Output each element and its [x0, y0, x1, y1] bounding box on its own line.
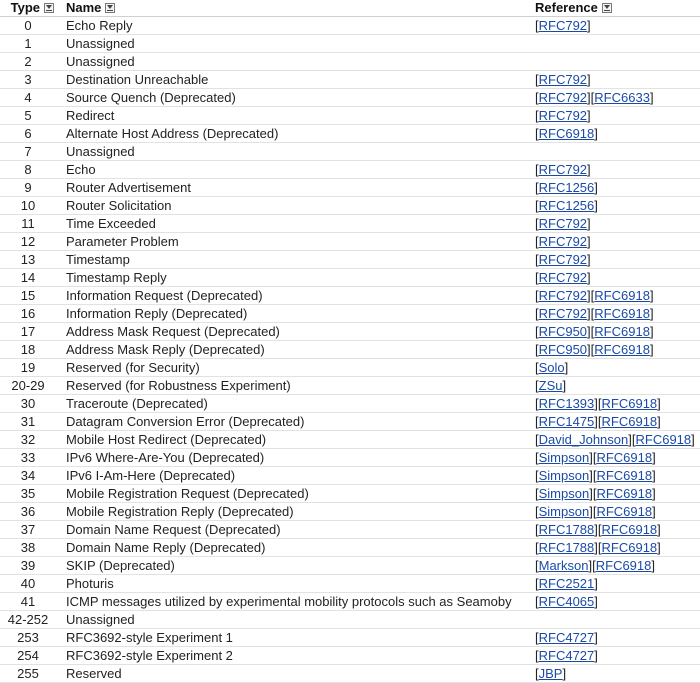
reference-cell: [RFC950][RFC6918]: [532, 323, 700, 341]
type-cell: 33: [0, 449, 62, 467]
name-cell: SKIP (Deprecated): [62, 557, 532, 575]
table-row: [0, 35, 700, 53]
reference-cell: [RFC792]: [532, 215, 700, 233]
table-row: [0, 107, 700, 125]
name-cell: Mobile Host Redirect (Deprecated): [62, 431, 532, 449]
reference-cell: [Simpson][RFC6918]: [532, 485, 700, 503]
reference-link[interactable]: Markson: [538, 558, 589, 573]
type-cell: 19: [0, 359, 62, 377]
reference-link[interactable]: RFC6918: [594, 342, 650, 357]
name-cell: RFC3692-style Experiment 1: [62, 629, 532, 647]
reference-link[interactable]: RFC792: [538, 288, 588, 303]
reference-cell: [532, 143, 700, 161]
name-cell: Reserved (for Security): [62, 359, 532, 377]
type-cell: 37: [0, 521, 62, 539]
reference-cell: [Simpson][RFC6918]: [532, 449, 700, 467]
reference-cell: [RFC4727]: [532, 629, 700, 647]
type-cell: 9: [0, 179, 62, 197]
reference-link[interactable]: RFC792: [538, 270, 588, 285]
type-cell: 15: [0, 287, 62, 305]
name-cell: Reserved: [62, 665, 532, 683]
name-cell: Address Mask Request (Deprecated): [62, 323, 532, 341]
table-row: [0, 467, 700, 485]
header-row: [0, 0, 700, 17]
type-cell: 1: [0, 35, 62, 53]
name-cell: Domain Name Request (Deprecated): [62, 521, 532, 539]
type-cell: 7: [0, 143, 62, 161]
name-cell: Traceroute (Deprecated): [62, 395, 532, 413]
reference-link[interactable]: RFC6918: [601, 396, 658, 411]
name-cell: Information Request (Deprecated): [62, 287, 532, 305]
reference-link[interactable]: RFC792: [538, 90, 588, 105]
name-cell: IPv6 I-Am-Here (Deprecated): [62, 467, 532, 485]
table-row: [0, 89, 700, 107]
reference-link[interactable]: RFC792: [538, 72, 588, 87]
reference-link[interactable]: Simpson: [538, 486, 590, 501]
reference-link[interactable]: RFC6918: [595, 558, 652, 573]
table-row: [0, 251, 700, 269]
reference-cell: [RFC792]: [532, 71, 700, 89]
name-cell: Timestamp: [62, 251, 532, 269]
table-row: [0, 485, 700, 503]
reference-link[interactable]: Simpson: [538, 504, 590, 519]
table-row: [0, 431, 700, 449]
reference-link[interactable]: RFC6633: [594, 90, 650, 105]
type-cell: 36: [0, 503, 62, 521]
reference-link[interactable]: RFC1393: [538, 396, 595, 411]
reference-cell: [Markson][RFC6918]: [532, 557, 700, 575]
reference-link[interactable]: RFC6918: [596, 504, 653, 519]
table-row: [0, 305, 700, 323]
name-cell: Destination Unreachable: [62, 71, 532, 89]
reference-link[interactable]: RFC6918: [596, 468, 653, 483]
reference-cell: [RFC792]: [532, 161, 700, 179]
reference-link[interactable]: RFC6918: [601, 540, 658, 555]
table-row: [0, 503, 700, 521]
type-cell: 42-252: [0, 611, 62, 629]
name-cell: Unassigned: [62, 143, 532, 161]
reference-link[interactable]: RFC792: [538, 162, 588, 177]
type-cell: 253: [0, 629, 62, 647]
type-cell: 17: [0, 323, 62, 341]
sort-filter-icon[interactable]: [602, 3, 612, 13]
reference-cell: [RFC1393][RFC6918]: [532, 395, 700, 413]
type-cell: 3: [0, 71, 62, 89]
reference-cell: [JBP]: [532, 665, 700, 683]
type-cell: 32: [0, 431, 62, 449]
table-row: [0, 71, 700, 89]
reference-link[interactable]: RFC792: [538, 306, 588, 321]
reference-link[interactable]: RFC1475: [538, 414, 595, 429]
name-cell: Unassigned: [62, 35, 532, 53]
reference-link[interactable]: RFC1256: [538, 180, 595, 195]
reference-link[interactable]: RFC1256: [538, 198, 595, 213]
table-row: [0, 17, 700, 35]
name-cell: Mobile Registration Request (Deprecated): [62, 485, 532, 503]
reference-link[interactable]: RFC792: [538, 216, 588, 231]
name-cell: Unassigned: [62, 611, 532, 629]
type-cell: 11: [0, 215, 62, 233]
name-cell: ICMP messages utilized by experimental mobility protocols such as Seamoby: [62, 593, 532, 611]
reference-cell: [RFC1788][RFC6918]: [532, 521, 700, 539]
reference-link[interactable]: RFC950: [538, 342, 588, 357]
type-column-header[interactable]: [0, 0, 62, 17]
reference-link[interactable]: David_Johnson: [538, 432, 629, 447]
table-row: [0, 377, 700, 395]
table-row: [0, 269, 700, 287]
table-row: [0, 647, 700, 665]
name-cell: Router Advertisement: [62, 179, 532, 197]
table-row: [0, 53, 700, 71]
reference-link[interactable]: Solo: [538, 360, 565, 375]
table-row: [0, 593, 700, 611]
reference-cell: [RFC792]: [532, 251, 700, 269]
type-cell: 30: [0, 395, 62, 413]
reference-link[interactable]: Simpson: [538, 450, 590, 465]
type-cell: 16: [0, 305, 62, 323]
reference-cell: [RFC792]: [532, 107, 700, 125]
type-cell: 8: [0, 161, 62, 179]
reference-link[interactable]: RFC1788: [538, 540, 595, 555]
reference-cell: [RFC792][RFC6918]: [532, 305, 700, 323]
reference-link[interactable]: RFC6918: [596, 450, 653, 465]
type-cell: 0: [0, 17, 62, 35]
type-cell: 4: [0, 89, 62, 107]
reference-link[interactable]: RFC6918: [538, 126, 595, 141]
reference-link[interactable]: RFC6918: [594, 306, 650, 321]
type-cell: 10: [0, 197, 62, 215]
reference-link[interactable]: ZSu: [538, 378, 563, 393]
reference-link[interactable]: RFC6918: [594, 288, 650, 303]
type-cell: 35: [0, 485, 62, 503]
table-body: [0, 17, 700, 683]
reference-cell: [RFC1475][RFC6918]: [532, 413, 700, 431]
reference-link[interactable]: RFC2521: [538, 576, 595, 591]
name-cell: Address Mask Reply (Deprecated): [62, 341, 532, 359]
table-row: [0, 521, 700, 539]
type-cell: 31: [0, 413, 62, 431]
type-cell: 38: [0, 539, 62, 557]
table-row: [0, 575, 700, 593]
type-header-label: Type: [10, 0, 40, 15]
reference-link[interactable]: RFC6918: [601, 414, 658, 429]
reference-cell: [RFC4065]: [532, 593, 700, 611]
sort-filter-icon[interactable]: [44, 3, 54, 13]
name-column-header[interactable]: [62, 0, 532, 17]
reference-cell: [RFC4727]: [532, 647, 700, 665]
reference-cell: [RFC1788][RFC6918]: [532, 539, 700, 557]
reference-cell: [ZSu]: [532, 377, 700, 395]
reference-cell: [532, 35, 700, 53]
reference-link[interactable]: RFC6918: [596, 486, 653, 501]
reference-cell: [David_Johnson][RFC6918]: [532, 431, 700, 449]
reference-cell: [RFC1256]: [532, 197, 700, 215]
reference-link[interactable]: Simpson: [538, 468, 590, 483]
reference-header-label: Reference: [535, 0, 598, 15]
name-cell: Router Solicitation: [62, 197, 532, 215]
reference-cell: [RFC950][RFC6918]: [532, 341, 700, 359]
table-row: [0, 629, 700, 647]
reference-cell: [Simpson][RFC6918]: [532, 467, 700, 485]
reference-link[interactable]: RFC6918: [594, 324, 650, 339]
type-cell: 41: [0, 593, 62, 611]
table-row: [0, 611, 700, 629]
table-row: [0, 539, 700, 557]
reference-column-header[interactable]: [532, 0, 700, 17]
reference-cell: [RFC792]: [532, 17, 700, 35]
name-cell: Echo Reply: [62, 17, 532, 35]
table-row: [0, 143, 700, 161]
name-cell: IPv6 Where-Are-You (Deprecated): [62, 449, 532, 467]
type-cell: 5: [0, 107, 62, 125]
reference-cell: [RFC792]: [532, 233, 700, 251]
name-cell: Redirect: [62, 107, 532, 125]
name-cell: Reserved (for Robustness Experiment): [62, 377, 532, 395]
name-header-label: Name: [66, 0, 102, 15]
table-row: [0, 359, 700, 377]
name-cell: Timestamp Reply: [62, 269, 532, 287]
reference-link[interactable]: RFC4727: [538, 630, 595, 645]
name-cell: Photuris: [62, 575, 532, 593]
table-row: [0, 161, 700, 179]
type-cell: 39: [0, 557, 62, 575]
reference-link[interactable]: RFC792: [538, 234, 588, 249]
reference-link[interactable]: RFC792: [538, 108, 588, 123]
table-row: [0, 665, 700, 683]
name-cell: Domain Name Reply (Deprecated): [62, 539, 532, 557]
table-row: [0, 125, 700, 143]
reference-cell: [Solo]: [532, 359, 700, 377]
reference-cell: [RFC1256]: [532, 179, 700, 197]
reference-cell: [RFC792][RFC6633]: [532, 89, 700, 107]
reference-cell: [532, 611, 700, 629]
reference-link[interactable]: RFC6918: [635, 432, 692, 447]
table-row: [0, 179, 700, 197]
reference-link[interactable]: RFC4065: [538, 594, 595, 609]
type-cell: 6: [0, 125, 62, 143]
reference-link[interactable]: RFC6918: [601, 522, 658, 537]
table-row: [0, 233, 700, 251]
name-cell: Alternate Host Address (Deprecated): [62, 125, 532, 143]
table-row: [0, 287, 700, 305]
table-row: [0, 557, 700, 575]
sort-filter-icon[interactable]: [105, 3, 115, 13]
reference-link[interactable]: RFC1788: [538, 522, 595, 537]
name-cell: Time Exceeded: [62, 215, 532, 233]
reference-link[interactable]: RFC4727: [538, 648, 595, 663]
name-cell: Datagram Conversion Error (Deprecated): [62, 413, 532, 431]
type-cell: 40: [0, 575, 62, 593]
name-cell: Information Reply (Deprecated): [62, 305, 532, 323]
reference-cell: [532, 53, 700, 71]
table-row: [0, 197, 700, 215]
reference-link[interactable]: RFC950: [538, 324, 588, 339]
type-cell: 12: [0, 233, 62, 251]
type-cell: 20-29: [0, 377, 62, 395]
table-row: [0, 341, 700, 359]
reference-cell: [RFC2521]: [532, 575, 700, 593]
table-row: [0, 215, 700, 233]
reference-link[interactable]: JBP: [538, 666, 563, 681]
table-row: [0, 323, 700, 341]
table-row: [0, 395, 700, 413]
name-cell: Parameter Problem: [62, 233, 532, 251]
type-cell: 2: [0, 53, 62, 71]
type-cell: 13: [0, 251, 62, 269]
reference-link[interactable]: RFC792: [538, 18, 588, 33]
table-row: [0, 413, 700, 431]
name-cell: Mobile Registration Reply (Deprecated): [62, 503, 532, 521]
reference-cell: [RFC6918]: [532, 125, 700, 143]
name-cell: RFC3692-style Experiment 2: [62, 647, 532, 665]
type-cell: 14: [0, 269, 62, 287]
table-row: [0, 449, 700, 467]
reference-cell: [Simpson][RFC6918]: [532, 503, 700, 521]
type-cell: 255: [0, 665, 62, 683]
reference-cell: [RFC792][RFC6918]: [532, 287, 700, 305]
name-cell: Source Quench (Deprecated): [62, 89, 532, 107]
name-cell: Echo: [62, 161, 532, 179]
name-cell: Unassigned: [62, 53, 532, 71]
reference-cell: [RFC792]: [532, 269, 700, 287]
type-cell: 18: [0, 341, 62, 359]
reference-link[interactable]: RFC792: [538, 252, 588, 267]
type-cell: 254: [0, 647, 62, 665]
type-cell: 34: [0, 467, 62, 485]
